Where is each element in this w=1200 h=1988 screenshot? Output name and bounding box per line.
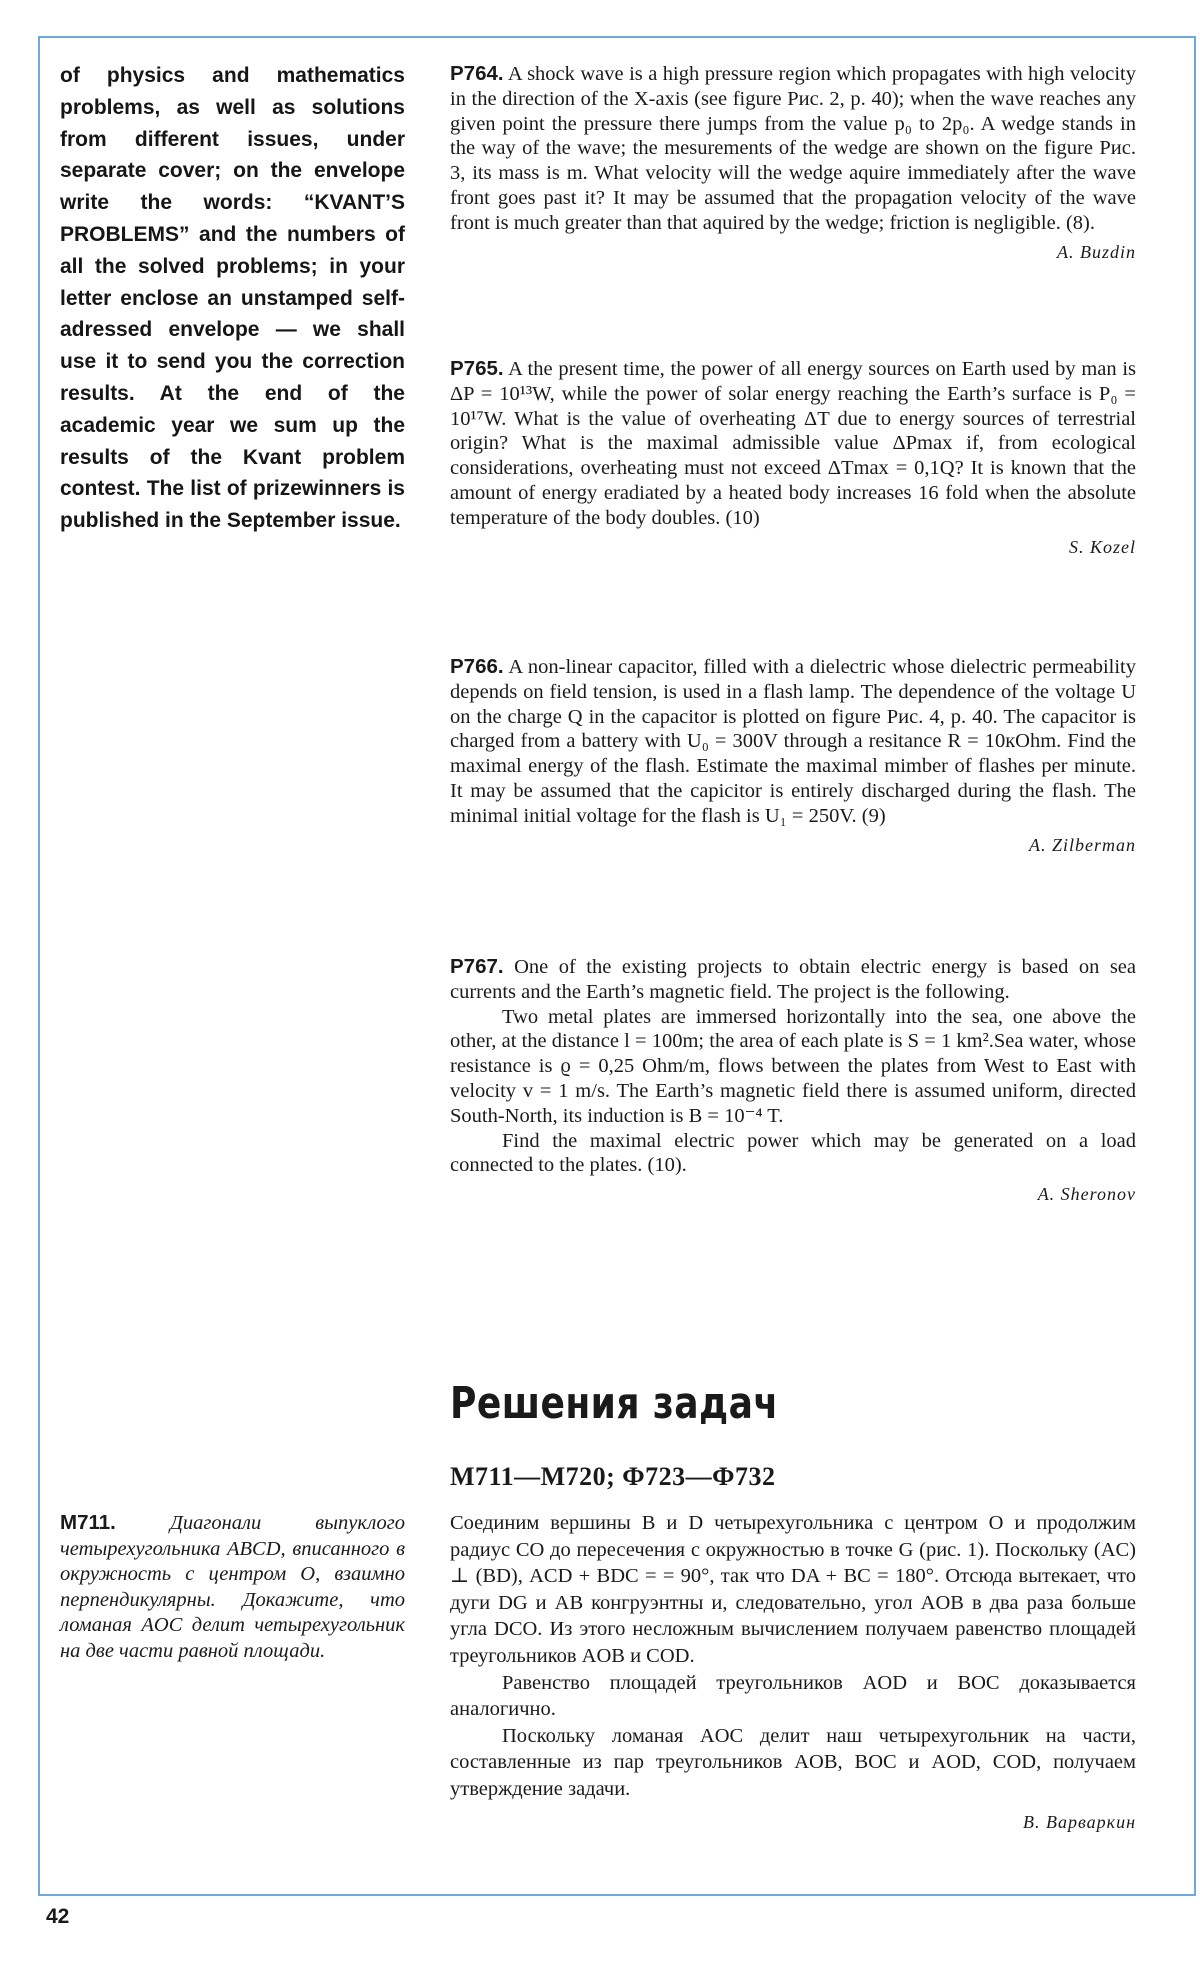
solution-paragraph: Поскольку ломаная AOC делит наш четырехугольник на части, составленные из пар треугольников AOB, BOC и AOD, COD, получаем утверждение задачи.: [450, 1724, 1136, 1800]
solution-paragraph: Равенство площадей треугольников AOD и BOC доказывается аналогично.: [450, 1671, 1136, 1721]
solution-paragraph: Соединим вершины B и D четырехугольника с центром O и продолжим радиус CO до пересечения с окружностью в точке G (рис. 1). Поскольку (AC) ⊥ (BD), ACD + BDC = = 90°, так что DA + BC = 180°. Отсюда вытекает, что дуги DG и AB конгруэнтны и, следовательно, угол AOB в два раза больше угла DCO. Из этого несложным вычислением получаем равенство площадей треугольников AOB и COD.: [450, 1512, 1136, 1667]
solution-author: В. Варваркин: [1022, 1811, 1136, 1832]
problem-text: Find the maximal electric power which may be generated on a load connected to the plates. (10).: [450, 1129, 1136, 1177]
problem-text: Диагонали выпуклого четырехугольника ABCD, вписанного в окружность с центром O, взаимно перпендикулярны. Докажите, что ломаная AOC делит четырехугольник на две части равной площади.: [60, 1512, 406, 1662]
problem-p765: [450, 357, 1136, 558]
section-title: Решения задач: [450, 1378, 779, 1429]
problem-author: S. Kozel: [1068, 536, 1136, 557]
problem-number: P767.: [450, 955, 504, 978]
page-number: 42: [46, 1905, 70, 1928]
problem-number: P764.: [450, 62, 504, 85]
problem-author: A. Sheronov: [1037, 1184, 1136, 1205]
problem-m711-statement: [60, 1510, 405, 1664]
problem-text: Two metal plates are immersed horizontally into the sea, one above the other, at the distance l = 100m; the area of each plate is S = 1 km².Sea water, whose resistance is ϱ = 0,25 Ohm/m, flows between the plates from West to East with velocity v = 1 m/s. The Earth’s magnetic field there is assumed uniform, directed South-North, its induction is B = 10⁻⁴ T.: [450, 1005, 1136, 1127]
problem-number: P765.: [450, 357, 504, 380]
problem-p764: [450, 62, 1136, 263]
problem-author: A. Buzdin: [1057, 241, 1136, 262]
problem-number: P766.: [450, 655, 504, 678]
problem-p767: [450, 955, 1136, 1205]
section-subtitle: М711—М720; Ф723—Ф732: [450, 1462, 776, 1491]
problem-text: A the present time, the power of all energy sources on Earth used by man is ΔP = 10¹³W, while the power of solar energy reaching the Earth’s surface is P₀ = 10¹⁷W. What is the value of overheating ΔT due to energy sources of terrestrial origin? What is the maximal admissible value ΔPmax if, from ecological considerations, overheating must not exceed ΔTmax = 0,1Q? It is known that the amount of energy eradiated by a heated body increases 16 fold when the absolute temperature of the body doubles. (10): [450, 358, 1137, 529]
problem-p766: [450, 655, 1136, 856]
problem-text: A non-linear capacitor, filled with a dielectric whose dielectric permeability depends on field tension, is used in a flash lamp. The dependence of the voltage U on the charge Q in the capacitor is plotted on figure Рис. 4, p. 40. The capacitor is charged from a battery with U₀ = 300V through a resitance R = 10кOhm. Find the maximal energy of the flash. Estimate the maximal mimber of flashes per minute. It may be assumed that the capicitor is entirely discharged during the flash. The minimal initial voltage for the flash is U₁ = 250V. (9): [450, 656, 1136, 827]
submission-instructions: of physics and mathematics problems, as well as solutions from different issues, under separate cover; on the envelope write the words: “KVANT’S PROBLEMS” and the numbers of all the solved problems; in your letter enclose an unstamped self-adressed envelope — we shall use it to send you the correction results. At the end of the academic year we sum up the results of the Kvant problem contest. The list of prizewinners is published in the September issue.: [60, 64, 405, 533]
problem-text: A shock wave is a high pressure region which propagates with high velocity in the direction of the X-axis (see figure Рис. 2, p. 40); when the wave reaches any given point the pressure there jumps from the value p₀ to 2p₀. A wedge stands in the way of the wave; the mesurements of the wedge are shown on the figure Рис. 3, its mass is m. What velocity will the wedge aquire immediately after the wave front goes past it? It may be assumed that the propagation velocity of the wave front is much greater than that aquired by the wedge; friction is negligible. (8).: [450, 63, 1137, 234]
problem-number: М711.: [60, 1511, 116, 1534]
problem-text: One of the existing projects to obtain electric energy is based on sea currents and the Earth’s magnetic field. The project is the following.: [450, 956, 1136, 1003]
solution-m711: [450, 1510, 1136, 1835]
problem-author: A. Zilberman: [1028, 834, 1136, 855]
